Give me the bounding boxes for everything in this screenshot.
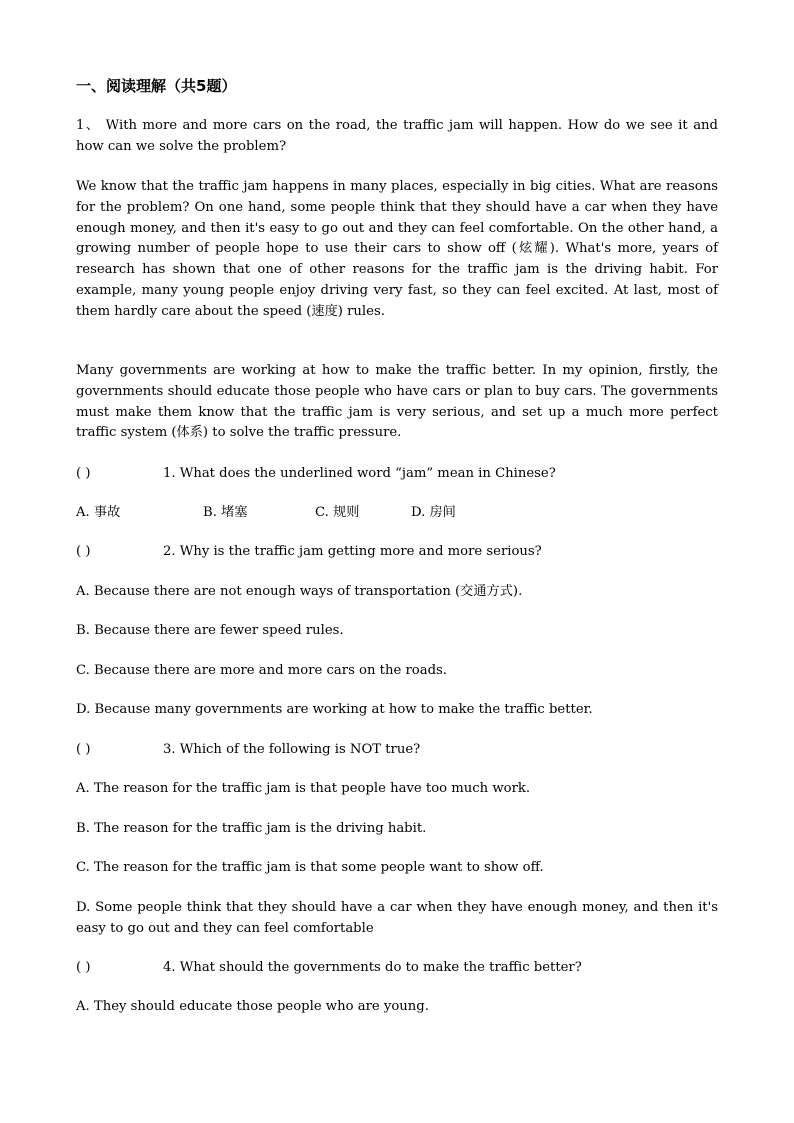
question-3-option-a: A. The reason for the traffic jam is that people have too much work. — [76, 781, 531, 796]
question-stem: 1. What does the underlined word “jam” mean in Chinese? — [163, 466, 556, 481]
question-stem: 2. Why is the traffic jam getting more and more serious? — [163, 544, 542, 559]
question-stem: 4. What should the governments do to make the traffic better? — [163, 960, 582, 975]
answer-blank: ( ) — [76, 960, 91, 975]
question-intro: 1、 With more and more cars on the road, the traffic jam will happen. How do we see it and how can we solve the problem? — [76, 118, 718, 154]
question-3-option-b: B. The reason for the traffic jam is the driving habit. — [76, 821, 427, 836]
passage-paragraph-1: We know that the traffic jam happens in many places, especially in big cities. What are reasons for the problem? On one hand, some people think that they should have a car when they have enough money, and then it's easy to go out and they can feel comfortable. On the other hand, a growing number of people hope to use their cars to show off (炫耀). What's more, years of research has shown that one of other reasons for the traffic jam is the driving habit. For example, many young people enjoy driving very fast, so they can feel excited. At last, most of them hardly care about the speed (速度) rules. — [76, 179, 718, 319]
question-1 — [76, 464, 736, 485]
question-4 — [76, 958, 736, 979]
question-3 — [76, 740, 736, 761]
question-2-option-c: C. Because there are more and more cars on the roads. — [76, 663, 447, 678]
section-title: 一、阅读理解（共5题） — [76, 77, 237, 95]
passage-paragraph-2: Many governments are working at how to make the traffic better. In my opinion, firstly, the governments should educate those people who have cars or plan to buy cars. The governments must make them know that the traffic jam is very serious, and set up a much more perfect traffic system (体系) to solve the traffic pressure. — [76, 363, 718, 441]
option-a: A. 事故 — [76, 505, 121, 520]
answer-blank: ( ) — [76, 742, 91, 757]
question-3-option-c: C. The reason for the traffic jam is that some people want to show off. — [76, 860, 544, 875]
question-4-option-a: A. They should educate those people who are young. — [76, 999, 429, 1014]
question-2 — [76, 542, 736, 563]
question-1-options — [76, 503, 736, 524]
option-d: D. 房间 — [411, 505, 456, 520]
question-stem: 3. Which of the following is NOT true? — [163, 742, 421, 757]
question-2-option-a: A. Because there are not enough ways of transportation (交通方式). — [76, 584, 523, 599]
answer-blank: ( ) — [76, 544, 91, 559]
question-3-option-d: D. Some people think that they should have a car when they have enough money, and then it's easy to go out and they can feel comfortable — [76, 900, 718, 936]
answer-blank: ( ) — [76, 466, 91, 481]
question-2-option-d: D. Because many governments are working at how to make the traffic better. — [76, 702, 593, 717]
question-2-option-b: B. Because there are fewer speed rules. — [76, 623, 344, 638]
option-c: C. 规则 — [315, 505, 360, 520]
option-b: B. 堵塞 — [203, 505, 248, 520]
